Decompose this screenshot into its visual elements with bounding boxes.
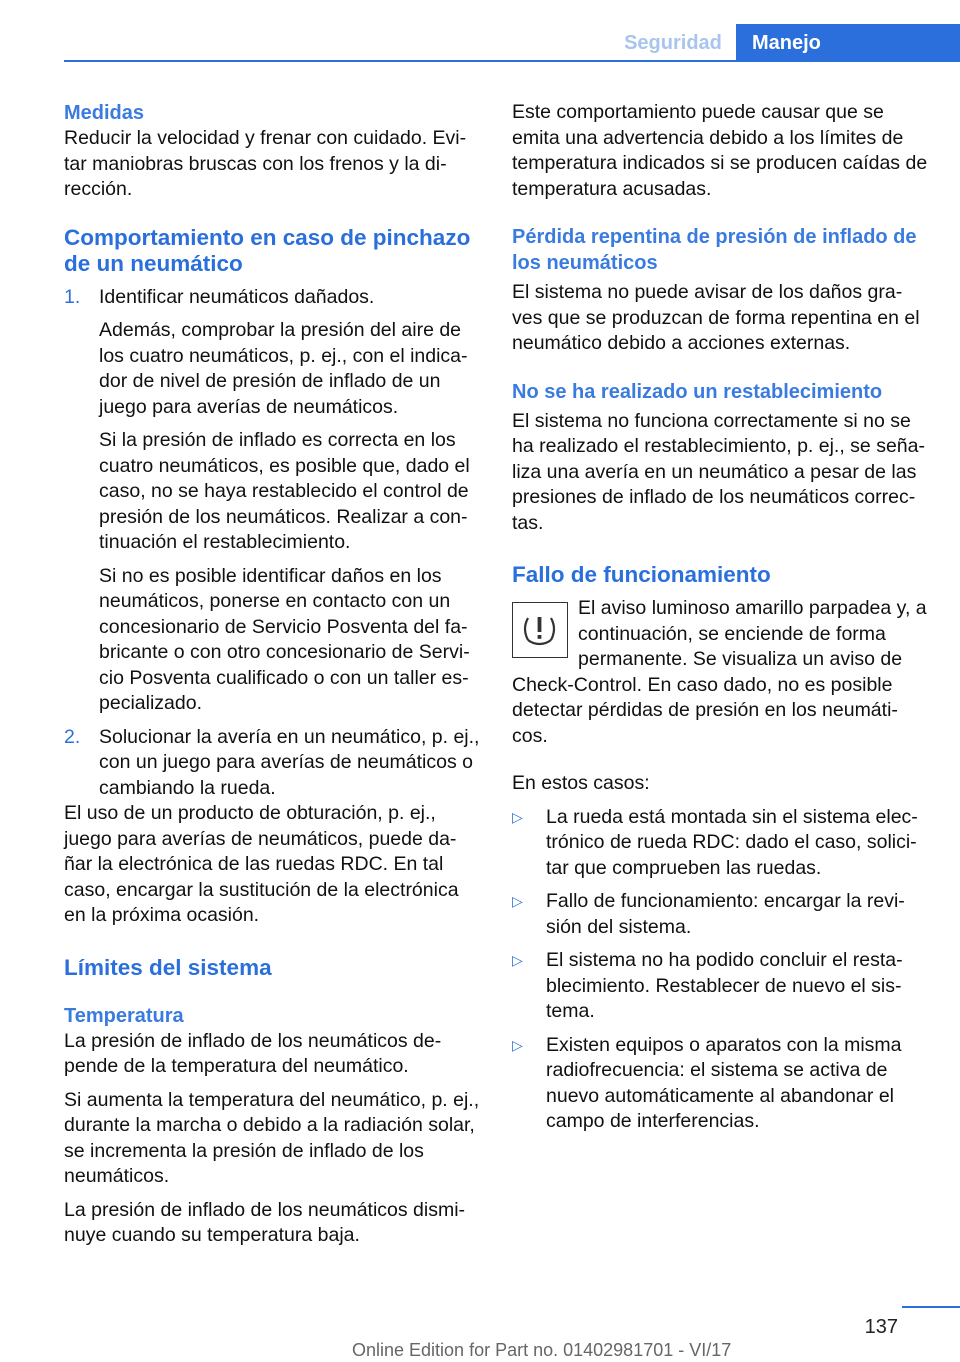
temperatura-paragraph-2: Si aumenta la temperatura del neumático, p. ej., durante la marcha o debido a la radiación solar, se incrementa la presión de inflado de los neumáticos. [64,1088,480,1187]
triangle-bullet-icon: ▷ [512,1036,523,1053]
tab-manejo[interactable]: Manejo [736,24,960,62]
tire-pressure-warning-icon [512,602,568,658]
list-item [512,805,928,882]
list-item-text: La rueda está montada sin el sistema elec-trónico de rueda RDC: dado el caso, solici-tar que comprueben las ruedas. [546,805,918,879]
medidas-heading: Medidas [64,102,145,124]
triangle-bullet-icon: ▷ [512,893,523,909]
step-1-detail-2: Si la presión de inflado es correcta en los cuatro neumáticos, es posible que, dado el caso, no se haya restablecido el control de presión de los neumáticos. Realizar a con-tinuación el restablecimiento. [99,429,470,553]
triangle-bullet-icon: ▷ [512,808,523,825]
fallo-paragraph: El aviso luminoso amarillo parpadea y, a continuación, se enciende de forma permanente. Se visualiza un aviso de Check-Control. En caso dado, no es posible detectar pérdidas de presión en los neumáti-cos. [512,597,927,747]
step-1-text: Identificar neumáticos dañados. [99,285,375,308]
step-1 [64,285,480,717]
perdida-heading: Pérdida repentina de presión de inflado de los neumáticos [512,226,917,274]
temperatura-paragraph-1: La presión de inflado de los neumáticos de-pende de la temperatura del neumático. [64,1029,442,1077]
restablecimiento-heading: No se ha realizado un restablecimiento [512,380,883,403]
medidas-paragraph: Reducir la velocidad y frenar con cuidado. Evi-tar maniobras bruscas con los frenos y la di-rección. [64,127,467,200]
step-2 [64,725,480,802]
step-2-number: 2. [64,725,81,748]
list-item [512,889,928,940]
tab-seguridad[interactable]: Seguridad [624,31,722,54]
temperatura-paragraph-3: La presión de inflado de los neumáticos dismi-nuye cuando su temperatura baja. [64,1198,466,1246]
list-item-text: El sistema no ha podido concluir el resta-blecimiento. Restablecer de nuevo el sis-tema. [546,949,903,1022]
comportamiento-paragraph: Este comportamiento puede causar que se emita una advertencia debido a los límites de temperatura indicados si se producen caídas de temperatura acusadas. [512,101,928,200]
list-item [512,948,928,1025]
footer-divider [902,1306,960,1308]
right-column [512,100,928,1143]
limites-heading: Límites del sistema [64,954,272,980]
restablecimiento-paragraph: El sistema no funciona correctamente si no se ha realizado el restablecimiento, p. ej., se seña-liza una avería en un neumático a pesar de las presiones de inflado de los neumáticos correc-tas. [512,409,925,534]
edition-watermark: Online Edition for Part no. 01402981701 - VI/17 [352,1340,732,1360]
header-divider [64,60,960,62]
step-1-detail-3: Si no es posible identificar daños en los neumáticos, ponerse en contacto con un concesionario de Servicio Posventa del fa-bricante o con otro concesionario de Servi-cio Posventa cualificado o con un taller es-pecializado. [99,564,470,714]
temperatura-heading: Temperatura [64,1004,184,1027]
step-1-number: 1. [64,285,81,308]
left-column [64,100,480,1249]
perdida-paragraph: El sistema no puede avisar de los daños gra-ves que se produzcan de forma repentina en el neumático debido a acciones externas. [512,281,920,354]
obturacion-paragraph: El uso de un producto de obturación, p. ej., juego para averías de neumáticos, puede da-ñar la electrónica de las ruedas RDC. En tal caso, encargar la sustitución de la electrónica en la próxima ocasión. [64,802,459,926]
fallo-block [512,596,928,749]
list-item [512,1033,928,1135]
step-2-text: Solucionar la avería en un neumático, p. ej., con un juego para averías de neumáticos o cambiando la rueda. [99,725,480,799]
triangle-bullet-icon: ▷ [512,952,523,968]
pinchazo-heading: Comportamiento en caso de pinchazo de un neumático [64,224,471,276]
casos-intro: En estos casos: [512,772,650,794]
list-item-text: Existen equipos o aparatos con la misma radiofrecuencia: el sistema se activa de nuevo automáticamente al abandonar el campo de interferencias. [546,1033,902,1132]
step-1-detail-1: Además, comprobar la presión del aire de los cuatro neumáticos, p. ej., con el indica-dor de nivel de presión de inflado de un juego para averías de neumáticos. [99,319,468,418]
page-number: 137 [864,1316,898,1338]
casos-list [512,805,928,1135]
fallo-heading: Fallo de funcionamiento [512,562,771,587]
list-item-text: Fallo de funcionamiento: encargar la revi-sión del sistema. [546,890,905,938]
